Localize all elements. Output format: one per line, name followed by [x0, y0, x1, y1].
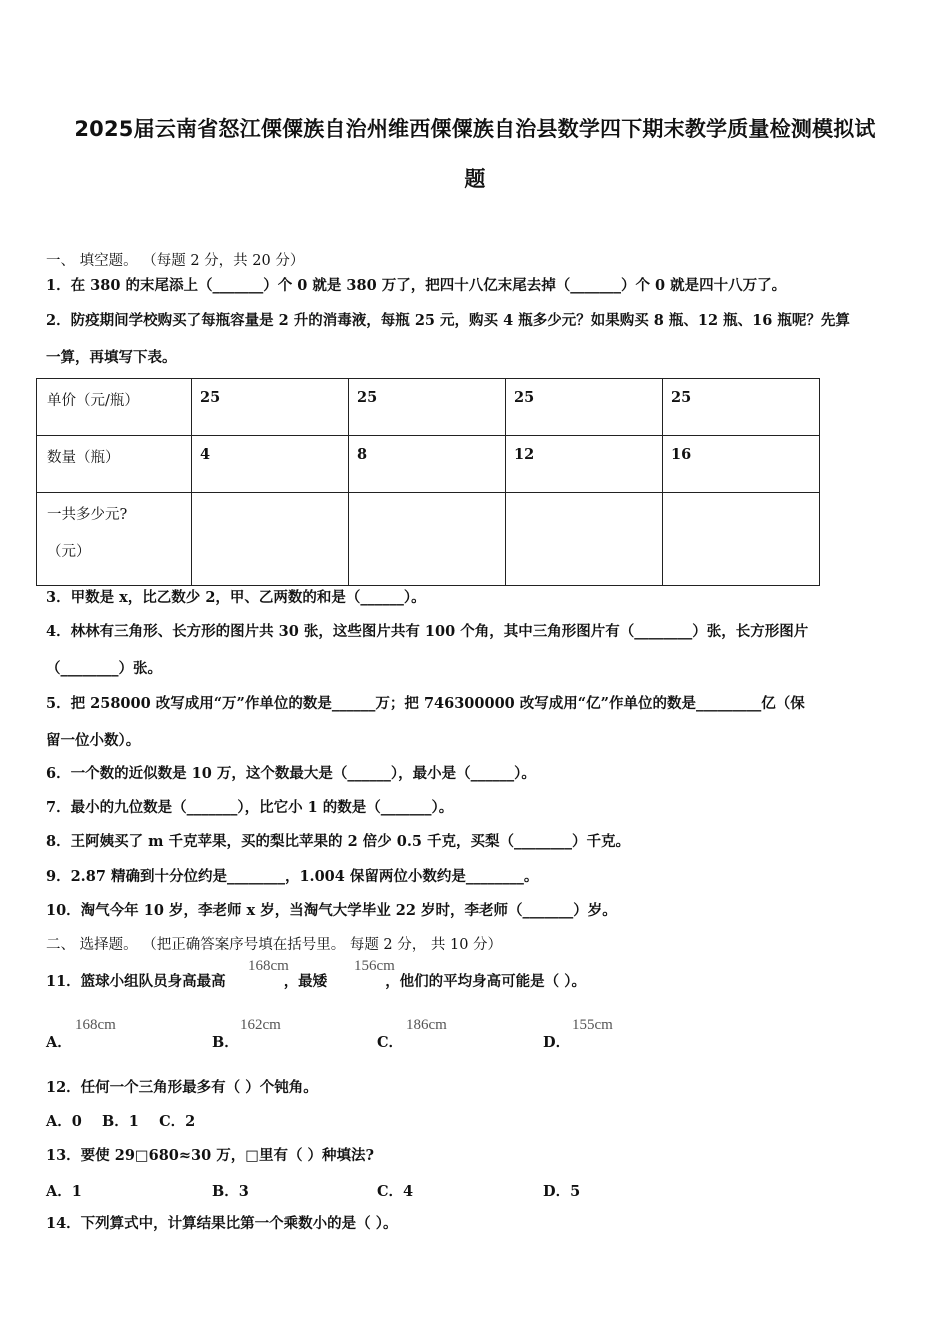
question-4-line-2: （________）张。 — [46, 660, 162, 677]
table-cell: 8 — [349, 436, 506, 493]
q13-option-a[interactable]: A．1 — [46, 1183, 82, 1200]
table-cell: 16 — [663, 436, 820, 493]
price-table — [36, 378, 820, 586]
section-2-heading: 二、 选择题。 （把正确答案序号填在括号里。 每题 2 分， 共 10 分） — [46, 937, 503, 953]
table-cell: 25 — [663, 379, 820, 436]
q11-option-c-value: 186cm — [406, 1017, 447, 1033]
question-1: 1．在 380 的末尾添上（_______）个 0 就是 380 万了，把四十八亿末尾去掉（_______）个 0 就是四十八万了。 — [46, 277, 787, 294]
question-10: 10．淘气今年 10 岁，李老师 x 岁，当淘气大学毕业 22 岁时，李老师（_______）岁。 — [46, 902, 617, 919]
question-7: 7．最小的九位数是（_______），比它小 1 的数是（_______）。 — [46, 799, 454, 816]
q13-option-c[interactable]: C．4 — [377, 1183, 414, 1200]
table-cell: 25 — [192, 379, 349, 436]
question-5-line-2: 留一位小数）。 — [46, 732, 141, 749]
q11-min-height: 156cm — [354, 958, 395, 974]
table-row-quantity — [37, 436, 820, 493]
section-1-heading: 一、 填空题。 （每题 2 分，共 20 分） — [46, 253, 305, 269]
q11-option-b-label[interactable]: B． — [212, 1034, 239, 1051]
table-label-total-line-1: 一共多少元? — [47, 507, 128, 523]
question-2-line-2: 一算，再填写下表。 — [46, 349, 177, 366]
table-cell: 12 — [506, 436, 663, 493]
question-11-part-3: ，他们的平均身高可能是（ ）。 — [385, 973, 586, 990]
title-line-1: 2025届云南省怒江傈僳族自治州维西傈僳族自治县数学四下期末教学质量检测模拟试 — [74, 117, 876, 141]
question-3: 3．甲数是 x，比乙数少 2，甲、乙两数的和是（______）。 — [46, 589, 426, 606]
question-11 — [46, 972, 586, 992]
question-11-part-2: ，最矮 — [283, 973, 328, 990]
table-answer-cell[interactable] — [506, 493, 663, 586]
table-row-total — [37, 493, 820, 586]
table-cell: 4 — [192, 436, 349, 493]
q11-option-c-label[interactable]: C． — [377, 1034, 404, 1051]
question-2-line-1: 2．防疫期间学校购买了每瓶容量是 2 升的消毒液，每瓶 25 元，购买 4 瓶多少元？如果购买 8 瓶、12 瓶、16 瓶呢？先算 — [46, 312, 850, 329]
table-answer-cell[interactable] — [349, 493, 506, 586]
q13-option-b[interactable]: B．3 — [212, 1183, 249, 1200]
table-label-total-line-2: （元） — [47, 544, 91, 560]
question-11-part-1: 11．篮球小组队员身高最高 — [46, 973, 226, 990]
table-cell: 25 — [506, 379, 663, 436]
table-answer-cell[interactable] — [663, 493, 820, 586]
q11-max-height: 168cm — [248, 958, 289, 974]
table-answer-cell[interactable] — [192, 493, 349, 586]
q11-option-d-value: 155cm — [572, 1017, 613, 1033]
question-9: 9．2.87 精确到十分位约是________，1.004 保留两位小数约是________。 — [46, 868, 539, 885]
question-4-line-1: 4．林林有三角形、长方形的图片共 30 张，这些图片共有 100 个角，其中三角形图片有（________）张，长方形图片 — [46, 623, 809, 640]
question-12-options[interactable]: A．0 B．1 C．2 — [46, 1113, 196, 1130]
q11-option-a-label[interactable]: A． — [46, 1034, 72, 1051]
question-14: 14．下列算式中，计算结果比第一个乘数小的是（ ）。 — [46, 1215, 398, 1232]
question-5-line-1: 5．把 258000 改写成用“万”作单位的数是______万；把 746300000 改写成用“亿”作单位的数是_________亿（保 — [46, 695, 805, 712]
question-8: 8．王阿姨买了 m 千克苹果，买的梨比苹果的 2 倍少 0.5 千克，买梨（________）千克。 — [46, 833, 631, 850]
q11-option-d-label[interactable]: D． — [543, 1034, 571, 1051]
question-13: 13．要使 29□680≈30 万，□里有（ ）种填法? — [46, 1147, 374, 1164]
table-label-total — [37, 493, 192, 586]
q11-option-b-value: 162cm — [240, 1017, 281, 1033]
table-label-quantity: 数量（瓶） — [37, 436, 192, 493]
table-label-unit-price: 单价（元/瓶） — [37, 379, 192, 436]
page-title — [40, 104, 910, 204]
q13-option-d[interactable]: D．5 — [543, 1183, 581, 1200]
table-row-unit-price — [37, 379, 820, 436]
question-6: 6．一个数的近似数是 10 万，这个数最大是（______），最小是（______）。 — [46, 765, 536, 782]
title-line-2: 题 — [464, 167, 486, 191]
table-cell: 25 — [349, 379, 506, 436]
q11-option-a-value: 168cm — [75, 1017, 116, 1033]
question-12: 12．任何一个三角形最多有（ ）个钝角。 — [46, 1079, 318, 1096]
